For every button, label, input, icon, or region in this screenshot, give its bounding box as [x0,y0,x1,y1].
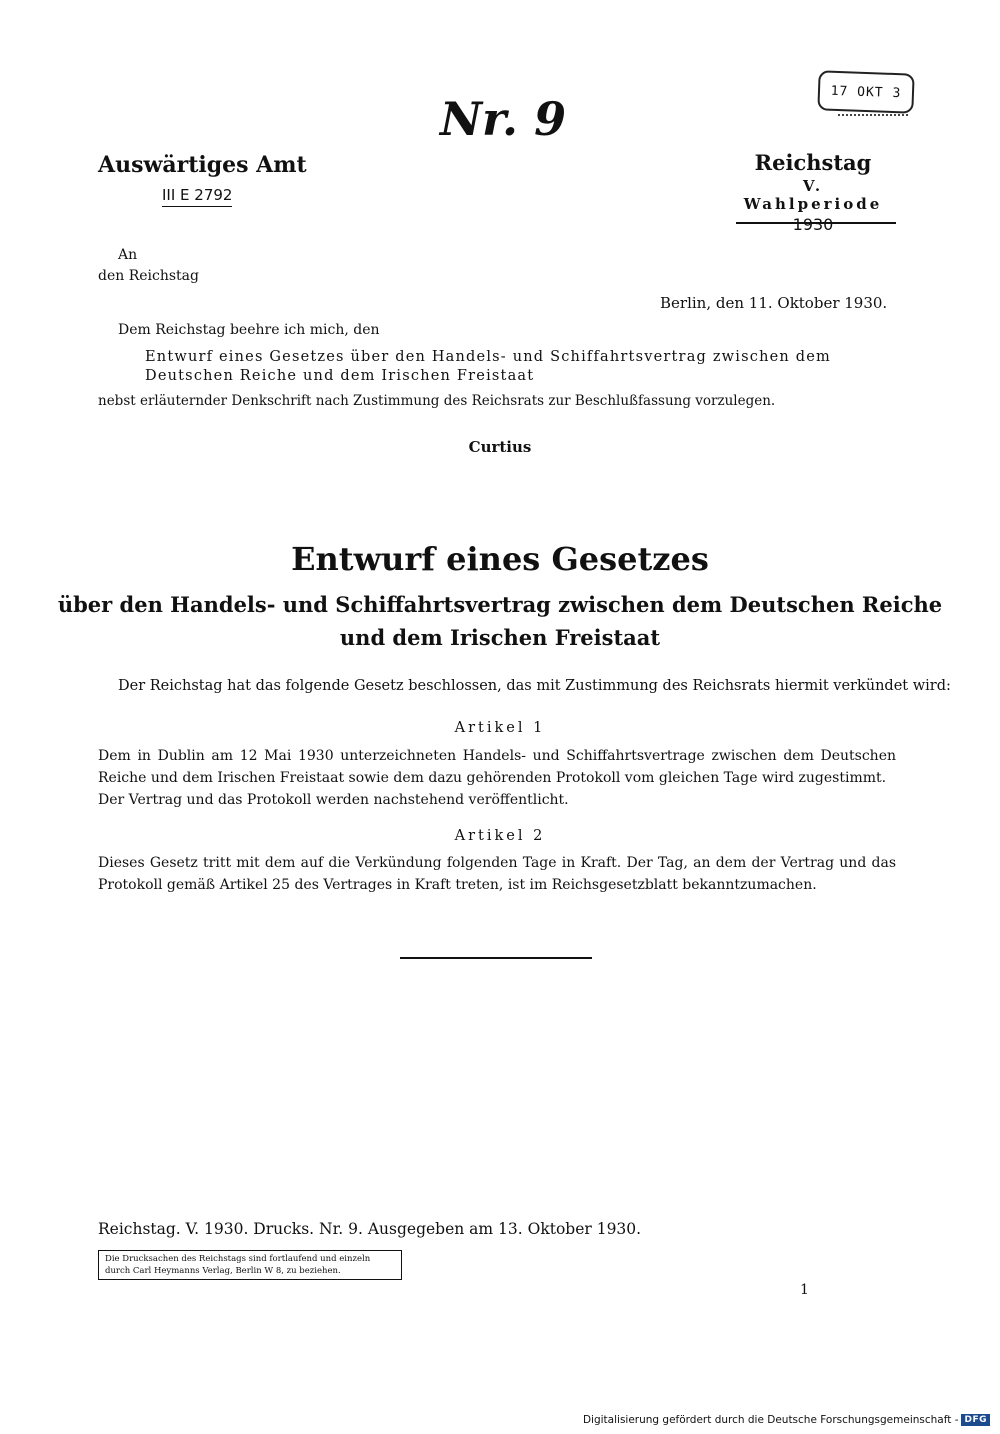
reichstag-year: 1930 [792,215,834,234]
article-1-heading: Artikel 1 [454,720,546,736]
footer-box-line1: Die Drucksachen des Reichstags sind fortlaufend und einzeln [105,1254,371,1264]
addressee-line2: den Reichstag [98,268,199,284]
law-subtitle-line1: über den Handels- und Schiffahrtsvertrag zwischen dem Deutschen Reiche [57,592,943,617]
receipt-stamp: 17 OKT 3 [817,70,914,113]
reichstag-underline [736,222,896,224]
law-subtitle-line2: und dem Irischen Freistaat [339,625,661,650]
reichstag-period: V. Wahlperiode [743,177,883,213]
letter-subject: Entwurf eines Gesetzes über den Handels- und Schiffahrtsvertrag zwischen dem Deutschen Reiche und dem Irischen Freistaat [145,349,831,384]
article-2-body [98,852,896,896]
document-number: Nr. 9 [440,92,567,146]
article-1-text-last: Der Vertrag und das Protokoll werden nachstehend veröffentlicht. [98,792,569,808]
footer-publication-line: Reichstag. V. 1930. Drucks. Nr. 9. Ausgegeben am 13. Oktober 1930. [98,1220,642,1238]
footer-box-line2: durch Carl Heymanns Verlag, Berlin W 8, zu beziehen. [105,1266,341,1276]
article-2-heading: Artikel 2 [454,828,546,844]
law-preamble: Der Reichstag hat das folgende Gesetz beschlossen, das mit Zustimmung des Reichsrats hiermit verkündet wird: [118,678,951,694]
article-2-text: Dieses Gesetz tritt mit dem auf die Verkündung folgenden Tage in Kraft. Der Tag, an dem der Vertrag und das Protokoll gemäß Artikel 25 des Vertrages in Kraft treten, ist im Reichsgesetzblatt bekanntzumachen. [98,855,896,893]
sender-name: Auswärtiges Amt [98,152,307,178]
footer-distribution-box [98,1250,402,1280]
dfg-logo: DFG [961,1414,990,1426]
credit-text: Digitalisierung gefördert durch die Deutsche Forschungsgemeinschaft - [582,1414,959,1426]
signature: Curtius [468,438,532,456]
place-date: Berlin, den 11. Oktober 1930. [660,294,888,312]
law-title: Entwurf eines Gesetzes [291,540,709,578]
letter-closing: nebst erläuternder Denkschrift nach Zustimmung des Reichsrats zur Beschlußfassung vorzulegen. [98,393,776,409]
digitization-credit [583,1414,990,1426]
reichstag-name: Reichstag [754,150,872,175]
addressee-line1: An [118,247,138,263]
article-1-text: Dem in Dublin am 12 Mai 1930 unterzeichneten Handels- und Schiffahrtsvertrage zwischen dem Deutschen Reiche und dem Irischen Freistaat sowie dem dazu gehörenden Protokoll vom gleichen Tage wird zugestimmt. [98,748,896,786]
sender-reference: III E 2792 [162,186,232,207]
stamp-dotted-line [838,114,908,116]
article-1-body [98,745,896,811]
page-number: 1 [800,1282,809,1298]
letter-intro: Dem Reichstag beehre ich mich, den [118,322,380,338]
section-separator [400,957,592,959]
